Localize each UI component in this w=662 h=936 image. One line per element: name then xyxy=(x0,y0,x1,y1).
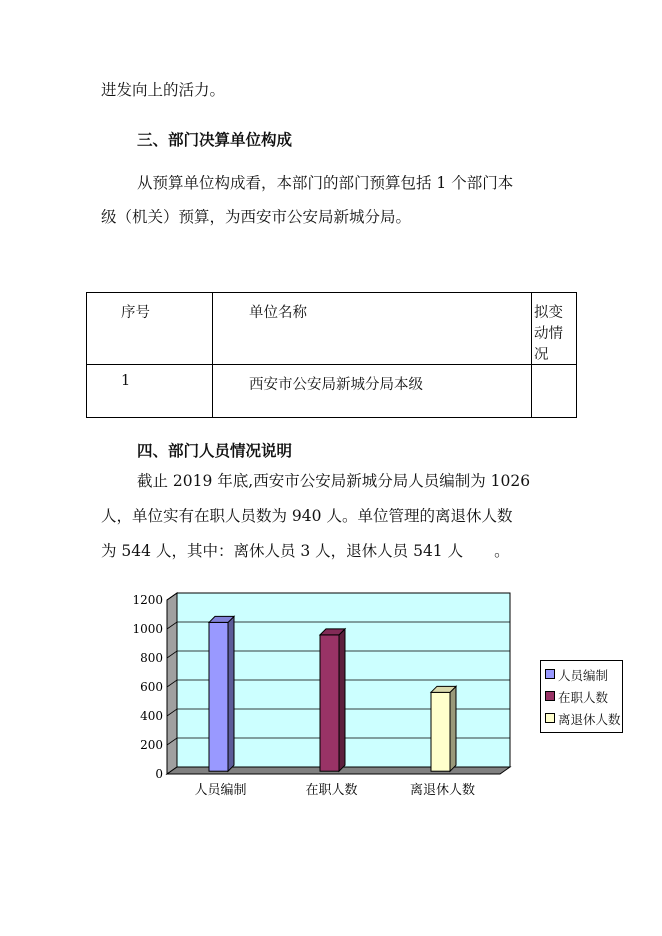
bar-side xyxy=(339,629,345,771)
x-tick-label: 在职人数 xyxy=(305,783,358,798)
section-heading-4: 四、部门人员情况说明 xyxy=(137,442,293,460)
table-row xyxy=(87,365,577,418)
staff-bar-chart xyxy=(130,586,520,806)
legend-swatch-2 xyxy=(545,691,555,701)
row-index: 1 xyxy=(87,365,213,418)
y-tick-label: 200 xyxy=(140,738,163,752)
para4-line-1: 截止 2019 年底,西安市公安局新城分局人员编制为 1026 xyxy=(137,472,531,490)
bar-side xyxy=(450,686,456,771)
section-heading-3: 三、部门决算单位构成 xyxy=(137,131,293,149)
header-change: 拟变动情况 xyxy=(532,293,577,365)
bar-3 xyxy=(431,686,456,771)
para3-line-1: 从预算单位构成看，本部门的部门预算包括 1 个部门本 xyxy=(137,174,514,192)
legend-item-2 xyxy=(545,688,608,704)
legend-item-1 xyxy=(545,666,608,682)
bar-front xyxy=(431,692,450,771)
para4-line-2: 人，单位实有在职人员数为 940 人。单位管理的离退休人数 xyxy=(101,507,513,525)
header-unit-name: 单位名称 xyxy=(213,293,532,365)
legend-swatch-1 xyxy=(545,669,555,679)
row-change xyxy=(532,365,577,418)
y-tick-label: 0 xyxy=(155,767,163,781)
row-unit-name: 西安市公安局新城分局本级 xyxy=(213,365,532,418)
y-tick-label: 400 xyxy=(140,709,163,723)
legend-label-3: 离退休人数 xyxy=(558,712,621,727)
para3-line-2: 级（机关）预算，为西安市公安局新城分局。 xyxy=(101,208,412,226)
para4-line-3: 为 544 人，其中：离休人员 3 人，退休人员 541 人 。 xyxy=(101,542,510,560)
table-header-row xyxy=(87,293,577,365)
y-tick-label: 1000 xyxy=(132,622,163,636)
para-line-1: 进发向上的活力。 xyxy=(101,81,226,99)
legend-item-3 xyxy=(545,710,621,726)
bar-1 xyxy=(209,616,234,771)
x-tick-label: 人员编制 xyxy=(194,783,247,798)
legend-label-1: 人员编制 xyxy=(558,668,609,683)
legend-label-2: 在职人数 xyxy=(558,690,609,705)
bar-front xyxy=(209,622,228,771)
bar-front xyxy=(320,635,339,771)
bar-2 xyxy=(320,629,345,771)
y-tick-label: 1200 xyxy=(132,593,163,607)
y-tick-label: 600 xyxy=(140,680,163,694)
unit-table xyxy=(86,292,577,418)
chart-legend xyxy=(540,660,623,733)
bar-side xyxy=(228,616,234,771)
x-tick-label: 离退休人数 xyxy=(409,783,476,798)
header-index: 序号 xyxy=(87,293,213,365)
legend-swatch-3 xyxy=(545,713,555,723)
y-tick-label: 800 xyxy=(140,651,163,665)
